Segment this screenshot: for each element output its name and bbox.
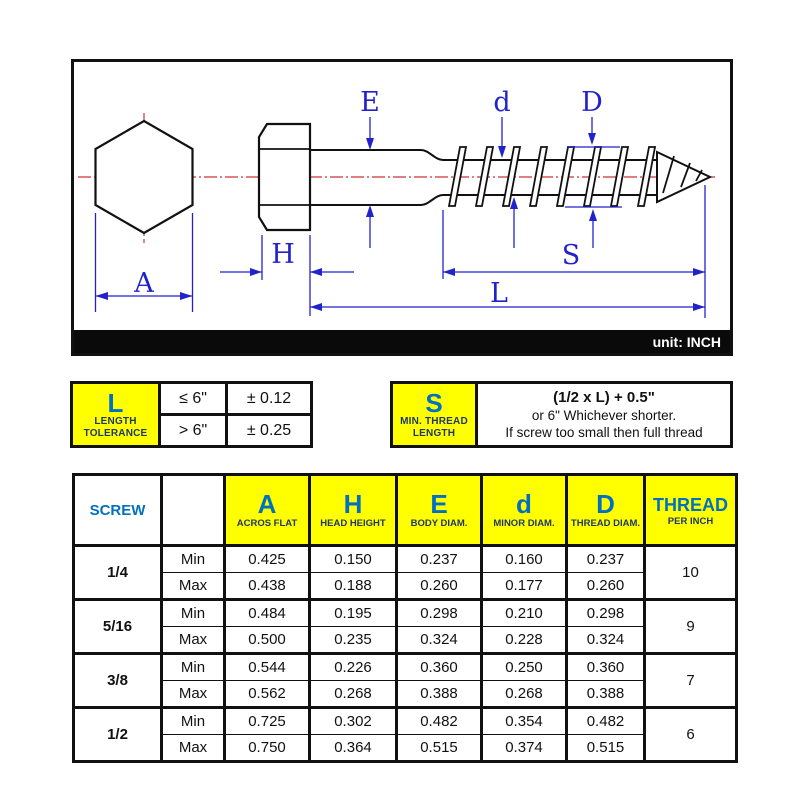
thread-length-formula: (1/2 x L) + 0.5" — [553, 389, 655, 406]
value-cell: 0.515 — [567, 735, 645, 762]
min-thread-key-cell — [392, 383, 477, 447]
max-label: Max — [162, 681, 225, 708]
value-cell: 0.298 — [397, 600, 482, 627]
key-label-length: LENGTH — [94, 415, 137, 427]
value-cell: 0.260 — [397, 573, 482, 600]
tolerance-condition: ≤ 6" — [160, 383, 227, 415]
value-cell: 0.388 — [397, 681, 482, 708]
value-cell: 0.150 — [310, 546, 397, 573]
tolerance-condition: > 6" — [160, 415, 227, 447]
col-letter-dmaj: D — [596, 489, 615, 519]
value-cell: 0.188 — [310, 573, 397, 600]
max-label: Max — [162, 735, 225, 762]
thread-per-inch-cell: 10 — [645, 546, 737, 600]
key-label-length: LENGTH — [412, 427, 456, 439]
value-cell: 0.268 — [310, 681, 397, 708]
column-header-a — [225, 475, 310, 546]
value-cell: 0.388 — [567, 681, 645, 708]
unit-bar — [74, 330, 730, 353]
size-cell: 1/4 — [74, 546, 162, 600]
value-cell: 0.302 — [310, 708, 397, 735]
col-label-e: BODY DIAM. — [410, 518, 468, 529]
min-label: Min — [162, 546, 225, 573]
col-label-a: ACROS FLAT — [236, 518, 298, 529]
value-cell: 0.226 — [310, 654, 397, 681]
key-label-tolerance: TOLERANCE — [83, 427, 148, 439]
label-body-diam: E — [360, 87, 380, 118]
value-cell: 0.228 — [482, 627, 567, 654]
length-tolerance-table — [70, 381, 313, 448]
screw-column-header: SCREW — [74, 475, 162, 546]
value-cell: 0.482 — [397, 708, 482, 735]
table-row — [74, 735, 737, 762]
label-thread-length: S — [561, 240, 581, 271]
min-label: Min — [162, 600, 225, 627]
value-cell: 0.237 — [567, 546, 645, 573]
value-cell: 0.500 — [225, 627, 310, 654]
key-letter-l: L — [107, 387, 124, 418]
value-cell: 0.268 — [482, 681, 567, 708]
label-minor-diam: d — [493, 87, 511, 118]
column-header-h — [310, 475, 397, 546]
value-cell: 0.324 — [397, 627, 482, 654]
column-header-d — [482, 475, 567, 546]
max-label: Max — [162, 627, 225, 654]
header-row — [74, 475, 737, 546]
value-cell: 0.235 — [310, 627, 397, 654]
col-letter-a: A — [257, 489, 277, 519]
key-letter-s: S — [425, 387, 443, 418]
screw-technical-drawing — [71, 59, 733, 356]
column-header-dmaj — [567, 475, 645, 546]
size-cell: 3/8 — [74, 654, 162, 708]
col-letter-thread: THREAD — [653, 494, 728, 515]
size-cell: 1/2 — [74, 708, 162, 762]
value-cell: 0.725 — [225, 708, 310, 735]
thread-length-note1: or 6" Whichever shorter. — [531, 408, 677, 423]
value-cell: 0.160 — [482, 546, 567, 573]
table-row — [74, 708, 737, 735]
thread-per-inch-cell: 6 — [645, 708, 737, 762]
table-row — [74, 627, 737, 654]
size-cell: 5/16 — [74, 600, 162, 654]
value-cell: 0.374 — [482, 735, 567, 762]
label-thread-diam: D — [581, 87, 603, 118]
length-tolerance-key-cell — [72, 383, 160, 447]
table-row — [74, 681, 737, 708]
min-thread-length-table — [390, 381, 733, 448]
min-label: Min — [162, 708, 225, 735]
min-label: Min — [162, 654, 225, 681]
table-row — [74, 546, 737, 573]
value-cell: 0.484 — [225, 600, 310, 627]
drawing-canvas — [71, 59, 733, 356]
thread-per-inch-cell: 7 — [645, 654, 737, 708]
value-cell: 0.562 — [225, 681, 310, 708]
value-cell: 0.260 — [567, 573, 645, 600]
value-cell: 0.364 — [310, 735, 397, 762]
screw-dimensions-table — [72, 473, 738, 763]
minmax-column-header — [162, 475, 225, 546]
label-across-flats: A — [134, 268, 154, 299]
value-cell: 0.360 — [397, 654, 482, 681]
max-label: Max — [162, 573, 225, 600]
value-cell: 0.298 — [567, 600, 645, 627]
value-cell: 0.515 — [397, 735, 482, 762]
value-cell: 0.425 — [225, 546, 310, 573]
min-thread-rule-cell — [477, 383, 732, 447]
table-row — [74, 573, 737, 600]
value-cell: 0.750 — [225, 735, 310, 762]
col-letter-e: E — [430, 489, 448, 519]
key-label-min-thread: MIN. THREAD — [400, 415, 468, 427]
column-header-e — [397, 475, 482, 546]
label-head-height: H — [271, 239, 295, 270]
table-row — [74, 600, 737, 627]
value-cell: 0.177 — [482, 573, 567, 600]
col-letter-d: d — [516, 489, 532, 519]
tolerance-value: ± 0.25 — [227, 415, 312, 447]
col-label-dmaj: THREAD DIAM. — [570, 518, 641, 529]
value-cell: 0.354 — [482, 708, 567, 735]
tolerance-value: ± 0.12 — [227, 383, 312, 415]
value-cell: 0.360 — [567, 654, 645, 681]
unit-label: unit: INCH — [652, 334, 721, 350]
col-letter-h: H — [343, 489, 363, 519]
value-cell: 0.250 — [482, 654, 567, 681]
label-total-length: L — [490, 278, 508, 309]
value-cell: 0.210 — [482, 600, 567, 627]
thread-length-note2: If screw too small then full thread — [505, 425, 703, 440]
value-cell: 0.195 — [310, 600, 397, 627]
value-cell: 0.544 — [225, 654, 310, 681]
column-header-thread — [645, 475, 737, 546]
value-cell: 0.482 — [567, 708, 645, 735]
col-label-thread: PER INCH — [667, 515, 714, 527]
col-label-d: MINOR DIAM. — [493, 518, 555, 529]
thread-per-inch-cell: 9 — [645, 600, 737, 654]
value-cell: 0.324 — [567, 627, 645, 654]
value-cell: 0.237 — [397, 546, 482, 573]
col-label-h: HEAD HEIGHT — [320, 518, 386, 529]
table-row — [74, 654, 737, 681]
screw-head-side-view — [259, 124, 310, 230]
value-cell: 0.438 — [225, 573, 310, 600]
